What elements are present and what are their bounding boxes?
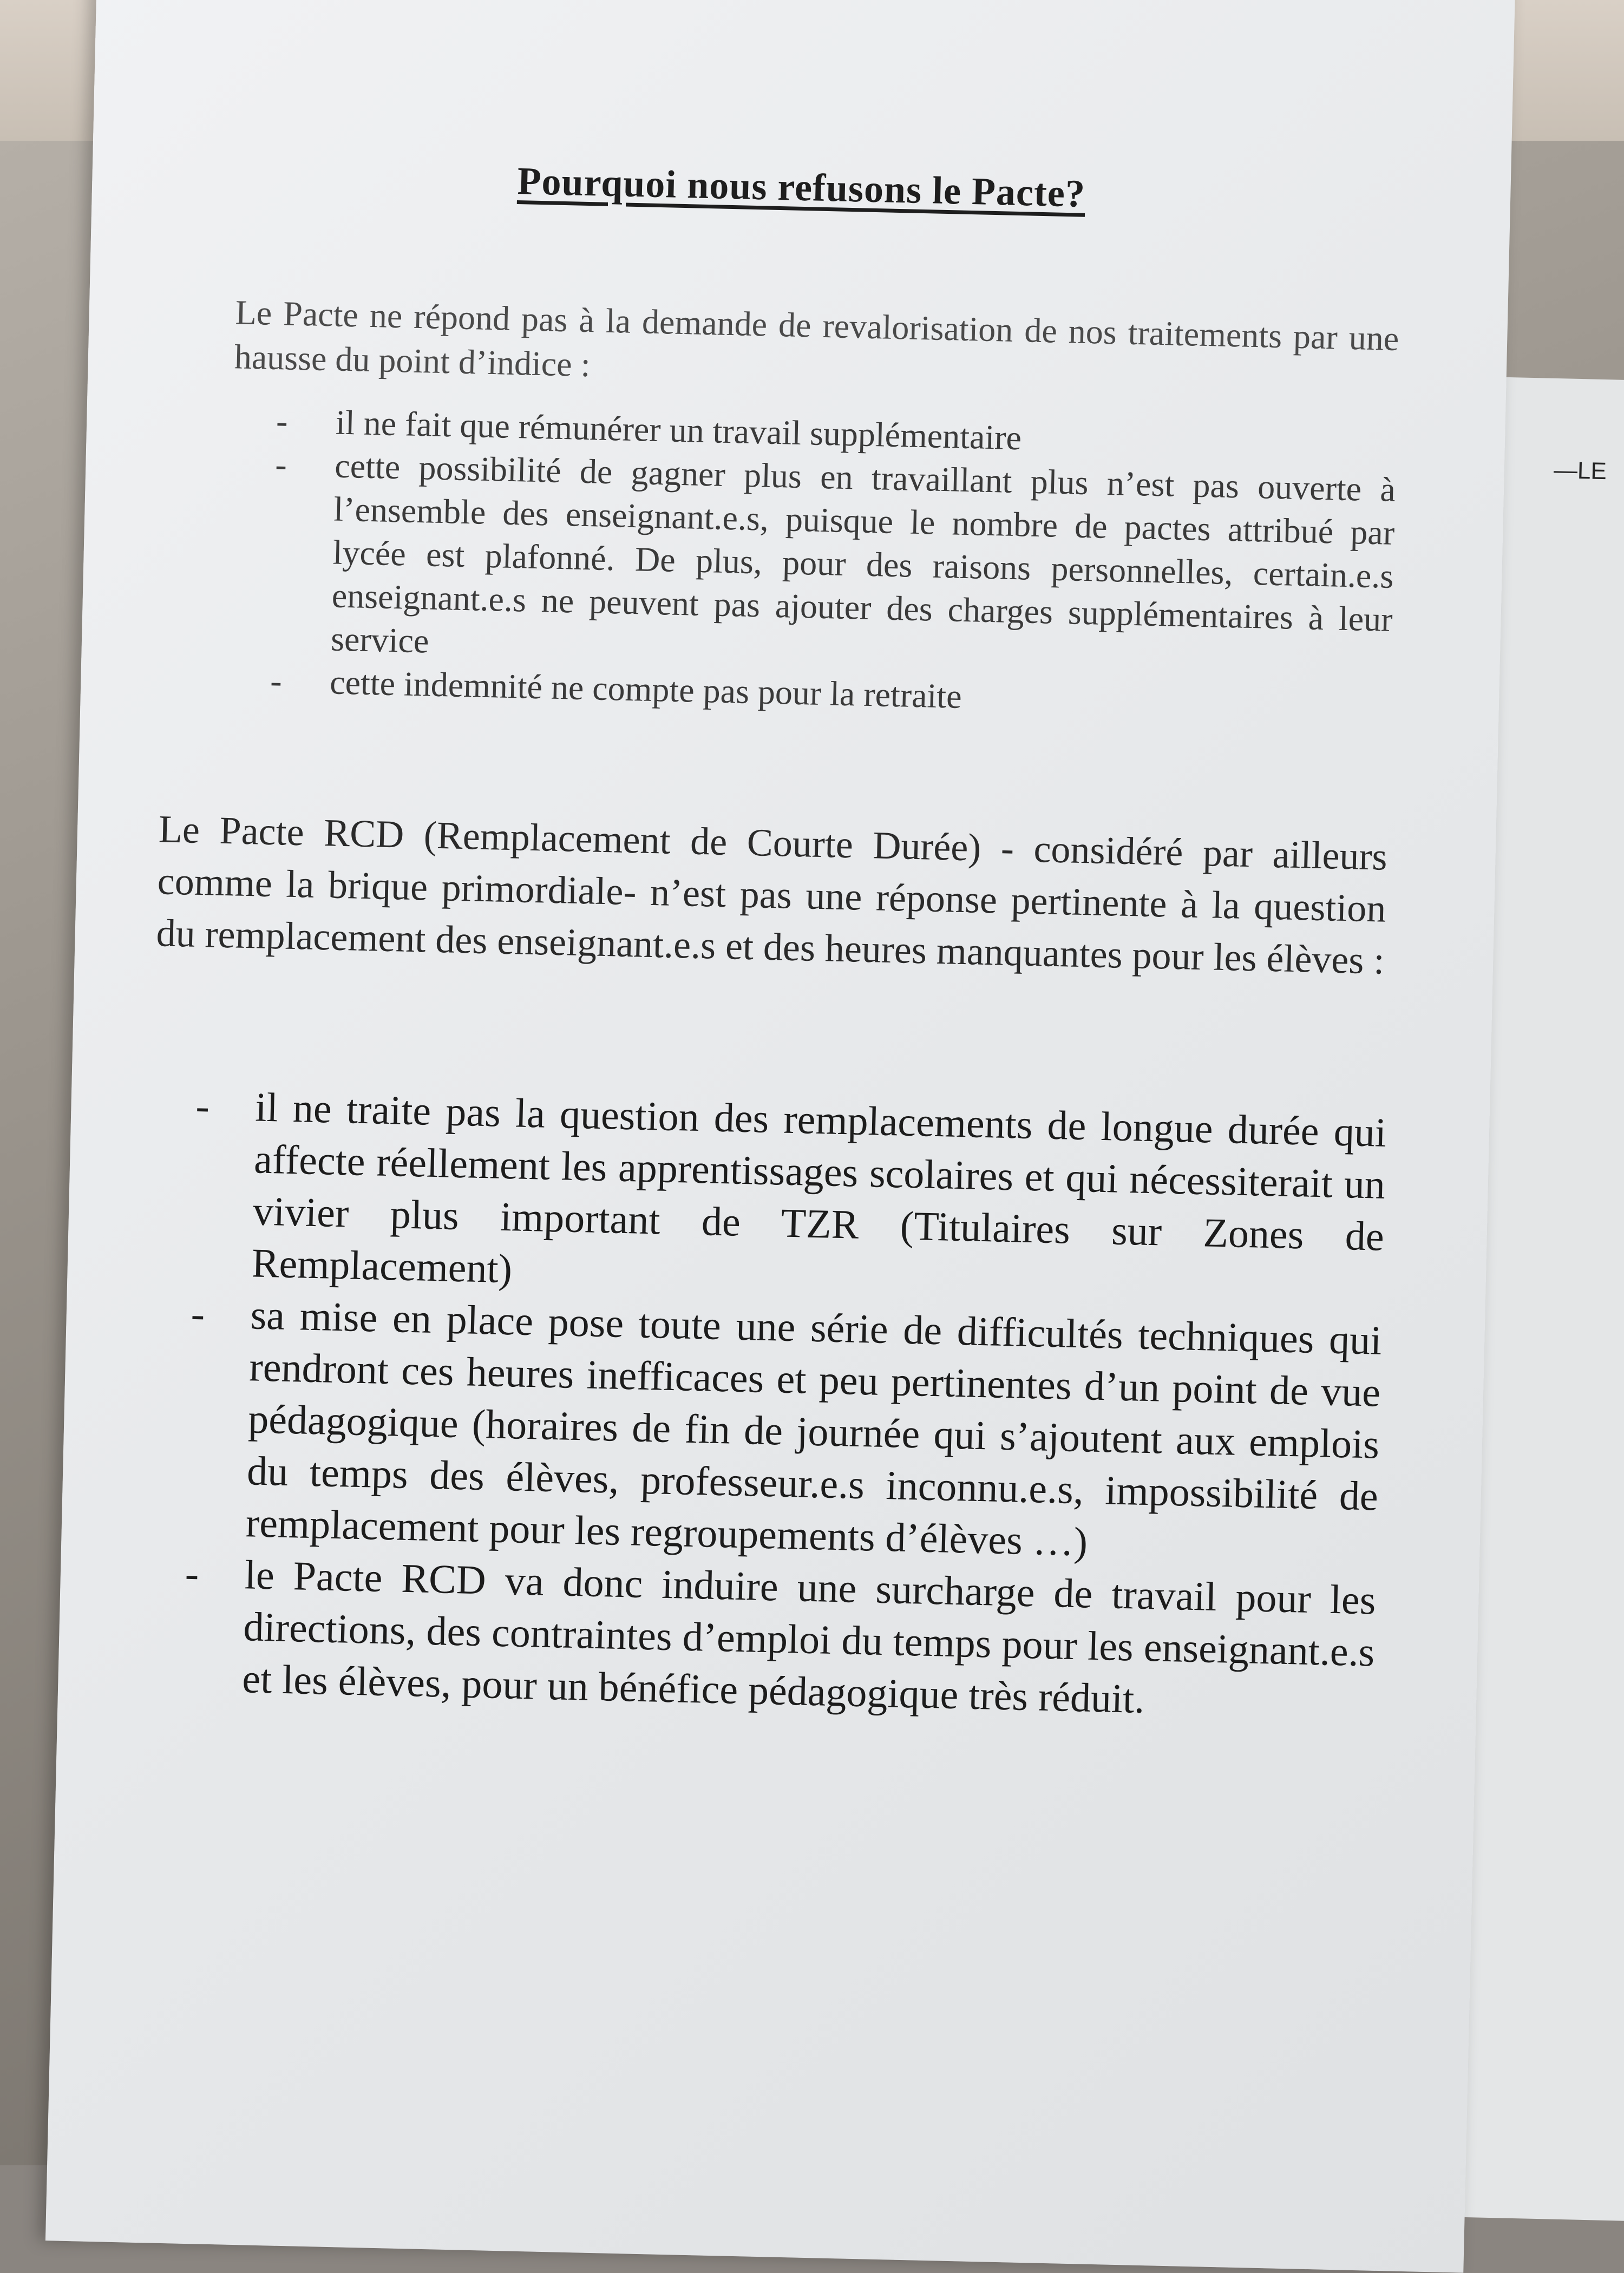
list-item-text: le Pacte RCD va donc induire une surcharge de travail pour les directions, des contraintes d’emploi du temps pour les enseignant.e.s et les élèves, pour un bénéfice pédagogique très réduit.: [241, 1552, 1377, 1722]
underlying-sheet-text: —LE: [1553, 456, 1607, 485]
bullet-dash: -: [270, 661, 283, 700]
second-bullet-list: [182, 1080, 1387, 1731]
list-item-text: cette possibilité de gagner plus en travaillant plus n’est pas ouverte à l’ensemble des enseignant.e.s, puisque le nombre de pactes attribué par lycée est plafonné. De plus, pour des raisons personnelles, certain.e.s enseignant.e.s ne peuvent pas ajouter des charges supplémentaires à leur service: [330, 446, 1396, 660]
underlying-sheet-fragment: LE: [1577, 457, 1607, 485]
list-item-text: il ne fait que rémunérer un travail supplémentaire: [335, 403, 1022, 457]
first-bullet-list: [270, 399, 1397, 728]
list-item: [186, 1288, 1382, 1575]
intro-paragraph: Le Pacte ne répond pas à la demande de revalorisation de nos traitements par une hausse du point d’indice :: [234, 293, 1400, 384]
bullet-dash: -: [276, 402, 289, 441]
list-item: [192, 1080, 1387, 1315]
list-item: [271, 443, 1396, 685]
list-item: [182, 1548, 1376, 1731]
bullet-dash: -: [184, 1550, 200, 1597]
list-item-text: sa mise en place pose toute une série de difficultés techniques qui rendront ces heures inefficaces et peu pertinentes d’un point de vue pédagogique (horaires de fin de journée qui s’ajoutent aux emplois du temps des élèves, professeur.e.s inconnu.e.s, impossibilité de remplacement pour les regroupements d’élèves …): [245, 1292, 1383, 1565]
list-item-text: cette indemnité ne compte pas pour la retraite: [329, 663, 962, 716]
section2-paragraph: Le Pacte RCD (Remplacement de Courte Durée) - considéré par ailleurs comme la brique primordiale- n’est pas une réponse pertinente à la question du remplacement des enseignant.e.s et des heures manquantes pour les élèves :: [155, 807, 1388, 982]
list-item-text: il ne traite pas la question des remplacements de longue durée qui affecte réellement les apprentissages scolaires et qui nécessiterait un vivier plus important de TZR (Titulaires sur Zones de Remplacement): [251, 1084, 1387, 1292]
bullet-dash: -: [274, 444, 287, 484]
bullet-dash: -: [190, 1291, 206, 1337]
bullet-dash: -: [195, 1083, 210, 1129]
document-page: [45, 0, 1516, 2273]
document-title: Pourquoi nous refusons le Pacte?: [516, 159, 1086, 215]
